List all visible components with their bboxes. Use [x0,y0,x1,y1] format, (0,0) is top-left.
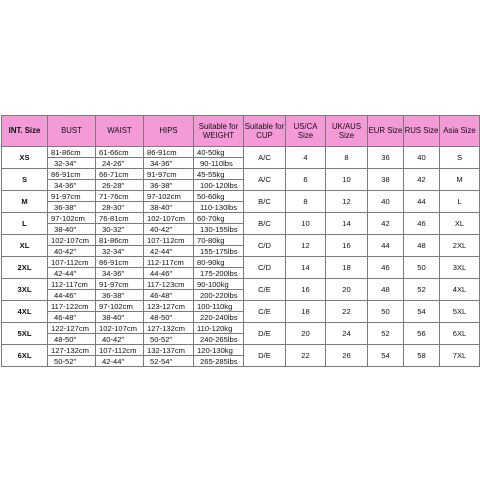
rus-size-cell: 58 [404,345,440,367]
hips-in-cell: 48-50″ [144,312,194,323]
waist-in-cell: 42-44″ [96,356,144,367]
bust-in-cell: 38-40″ [48,224,96,235]
uk-size-cell: 10 [326,169,368,191]
int-size-cell: 5XL [2,323,48,345]
cup-header: Suitable for CUP [244,116,286,147]
uk-size-header: UK/AUS Size [326,116,368,147]
hips-in-cell: 40-42″ [144,224,194,235]
hips-cm-cell: 132-137cm [144,345,194,356]
us-size-header: US/CA Size [286,116,326,147]
hips-in-cell: 38-40″ [144,202,194,213]
bust-cm-cell: 122-127cm [48,323,96,334]
cup-cell: C/D [244,257,286,279]
bust-cm-cell: 81-86cm [48,147,96,158]
int-size-cell: XS [2,147,48,169]
asia-size-cell: 6XL [440,323,480,345]
rus-size-cell: 40 [404,147,440,169]
bust-cm-cell: 91-97cm [48,191,96,202]
weight-in-cell: 175-200lbs [194,268,244,279]
weight-in-cell: 155-175lbs [194,246,244,257]
us-size-cell: 12 [286,235,326,257]
int-size-cell: 3XL [2,279,48,301]
rus-size-cell: 56 [404,323,440,345]
bust-cm-cell: 127-132cm [48,345,96,356]
us-size-cell: 8 [286,191,326,213]
table-row [2,257,480,268]
uk-size-cell: 24 [326,323,368,345]
asia-size-cell: XL [440,213,480,235]
eur-size-cell: 54 [368,345,404,367]
bust-cm-cell: 86-91cm [48,169,96,180]
hips-cm-cell: 102-107cm [144,213,194,224]
table-row [2,213,480,224]
weight-in-cell: 130-155lbs [194,224,244,235]
asia-size-cell: 3XL [440,257,480,279]
cup-cell: A/C [244,147,286,169]
bust-in-cell: 34-36″ [48,180,96,191]
weight-cm-cell: 90-100kg [194,279,244,290]
bust-in-cell: 50-52″ [48,356,96,367]
int-size-cell: XL [2,235,48,257]
weight-cm-cell: 45-55kg [194,169,244,180]
weight-cm-cell: 70-80kg [194,235,244,246]
uk-size-cell: 8 [326,147,368,169]
uk-size-cell: 22 [326,301,368,323]
waist-cm-cell: 107-112cm [96,345,144,356]
uk-size-cell: 16 [326,235,368,257]
hips-cm-cell: 123-127cm [144,301,194,312]
hips-cm-cell: 127-132cm [144,323,194,334]
waist-cm-cell: 97-102cm [96,301,144,312]
asia-size-cell: L [440,191,480,213]
weight-cm-cell: 110-120kg [194,323,244,334]
cup-cell: C/D [244,235,286,257]
rus-size-cell: 42 [404,169,440,191]
int-size-cell: 2XL [2,257,48,279]
hips-in-cell: 52-54″ [144,356,194,367]
size-chart-table [1,115,480,367]
bust-in-cell: 48-50″ [48,334,96,345]
asia-size-cell: 2XL [440,235,480,257]
eur-size-cell: 44 [368,235,404,257]
waist-cm-cell: 102-107cm [96,323,144,334]
hips-in-cell: 46-48″ [144,290,194,301]
bust-in-cell: 42-44″ [48,268,96,279]
hips-cm-cell: 112-117cm [144,257,194,268]
eur-size-cell: 40 [368,191,404,213]
cup-cell: B/C [244,213,286,235]
weight-cm-cell: 120-130kg [194,345,244,356]
weight-cm-cell: 80-90kg [194,257,244,268]
table-row [2,301,480,312]
cup-cell: A/C [244,169,286,191]
rus-size-cell: 48 [404,235,440,257]
hips-cm-cell: 86-91cm [144,147,194,158]
int-size-cell: 6XL [2,345,48,367]
hips-cm-cell: 117-123cm [144,279,194,290]
us-size-cell: 16 [286,279,326,301]
weight-in-cell: 110-130lbs [194,202,244,213]
cup-cell: C/E [244,279,286,301]
waist-in-cell: 34-36″ [96,268,144,279]
waist-in-cell: 30-32″ [96,224,144,235]
eur-size-cell: 42 [368,213,404,235]
weight-in-cell: 265-285lbs [194,356,244,367]
asia-size-cell: 7XL [440,345,480,367]
waist-in-cell: 40-42″ [96,334,144,345]
asia-size-header: Asia Size [440,116,480,147]
weight-cm-cell: 60-70kg [194,213,244,224]
uk-size-cell: 26 [326,345,368,367]
table-row [2,323,480,334]
weight-cm-cell: 100-110kg [194,301,244,312]
eur-size-cell: 48 [368,279,404,301]
us-size-cell: 20 [286,323,326,345]
hips-in-cell: 44-46″ [144,268,194,279]
weight-in-cell: 220-240lbs [194,312,244,323]
header-row [2,116,480,147]
weight-in-cell: 90-110lbs [194,158,244,169]
bust-cm-cell: 107-112cm [48,257,96,268]
weight-header: Suitable for WEIGHT [194,116,244,147]
uk-size-cell: 20 [326,279,368,301]
int-size-header: INT. Size [2,116,48,147]
rus-size-cell: 52 [404,279,440,301]
asia-size-cell: 4XL [440,279,480,301]
waist-cm-cell: 61-66cm [96,147,144,158]
weight-in-cell: 200-220lbs [194,290,244,301]
weight-cm-cell: 50-60kg [194,191,244,202]
hips-in-cell: 36-38″ [144,180,194,191]
uk-size-cell: 18 [326,257,368,279]
int-size-cell: S [2,169,48,191]
us-size-cell: 4 [286,147,326,169]
us-size-cell: 14 [286,257,326,279]
waist-in-cell: 32-34″ [96,246,144,257]
table-row [2,191,480,202]
weight-cm-cell: 40-50kg [194,147,244,158]
hips-header: HIPS [144,116,194,147]
table-row [2,169,480,180]
cup-cell: B/C [244,191,286,213]
waist-cm-cell: 91-97cm [96,279,144,290]
rus-size-cell: 44 [404,191,440,213]
bust-in-cell: 40-42″ [48,246,96,257]
eur-size-cell: 52 [368,323,404,345]
eur-size-cell: 46 [368,257,404,279]
waist-in-cell: 38-40″ [96,312,144,323]
bust-in-cell: 36-38″ [48,202,96,213]
waist-header: WAIST [96,116,144,147]
bust-cm-cell: 112-117cm [48,279,96,290]
table-row [2,147,480,158]
int-size-cell: L [2,213,48,235]
rus-size-header: RUS Size [404,116,440,147]
bust-in-cell: 32-34″ [48,158,96,169]
asia-size-cell: S [440,147,480,169]
waist-cm-cell: 86-91cm [96,257,144,268]
bust-cm-cell: 117-122cm [48,301,96,312]
rus-size-cell: 54 [404,301,440,323]
waist-cm-cell: 71-76cm [96,191,144,202]
hips-cm-cell: 97-102cm [144,191,194,202]
int-size-cell: M [2,191,48,213]
int-size-cell: 4XL [2,301,48,323]
hips-cm-cell: 107-112cm [144,235,194,246]
waist-in-cell: 26-28″ [96,180,144,191]
eur-size-header: EUR Size [368,116,404,147]
us-size-cell: 18 [286,301,326,323]
waist-cm-cell: 76-81cm [96,213,144,224]
bust-cm-cell: 97-102cm [48,213,96,224]
bust-in-cell: 44-46″ [48,290,96,301]
table-row [2,235,480,246]
waist-in-cell: 24-26″ [96,158,144,169]
table-row [2,279,480,290]
weight-in-cell: 240-265lbs [194,334,244,345]
asia-size-cell: M [440,169,480,191]
eur-size-cell: 50 [368,301,404,323]
cup-cell: C/E [244,301,286,323]
waist-cm-cell: 66-71cm [96,169,144,180]
eur-size-cell: 36 [368,147,404,169]
us-size-cell: 22 [286,345,326,367]
hips-in-cell: 34-36″ [144,158,194,169]
hips-in-cell: 42-44″ [144,246,194,257]
weight-in-cell: 100-120lbs [194,180,244,191]
cup-cell: D/E [244,323,286,345]
bust-header: BUST [48,116,96,147]
bust-cm-cell: 102-107cm [48,235,96,246]
bust-in-cell: 46-48″ [48,312,96,323]
us-size-cell: 10 [286,213,326,235]
us-size-cell: 6 [286,169,326,191]
hips-cm-cell: 91-97cm [144,169,194,180]
rus-size-cell: 50 [404,257,440,279]
size-chart-body [2,147,480,367]
asia-size-cell: 5XL [440,301,480,323]
uk-size-cell: 12 [326,191,368,213]
uk-size-cell: 14 [326,213,368,235]
cup-cell: D/E [244,345,286,367]
eur-size-cell: 38 [368,169,404,191]
rus-size-cell: 46 [404,213,440,235]
waist-in-cell: 36-38″ [96,290,144,301]
waist-in-cell: 28-30″ [96,202,144,213]
waist-cm-cell: 81-86cm [96,235,144,246]
hips-in-cell: 50-52″ [144,334,194,345]
table-row [2,345,480,356]
